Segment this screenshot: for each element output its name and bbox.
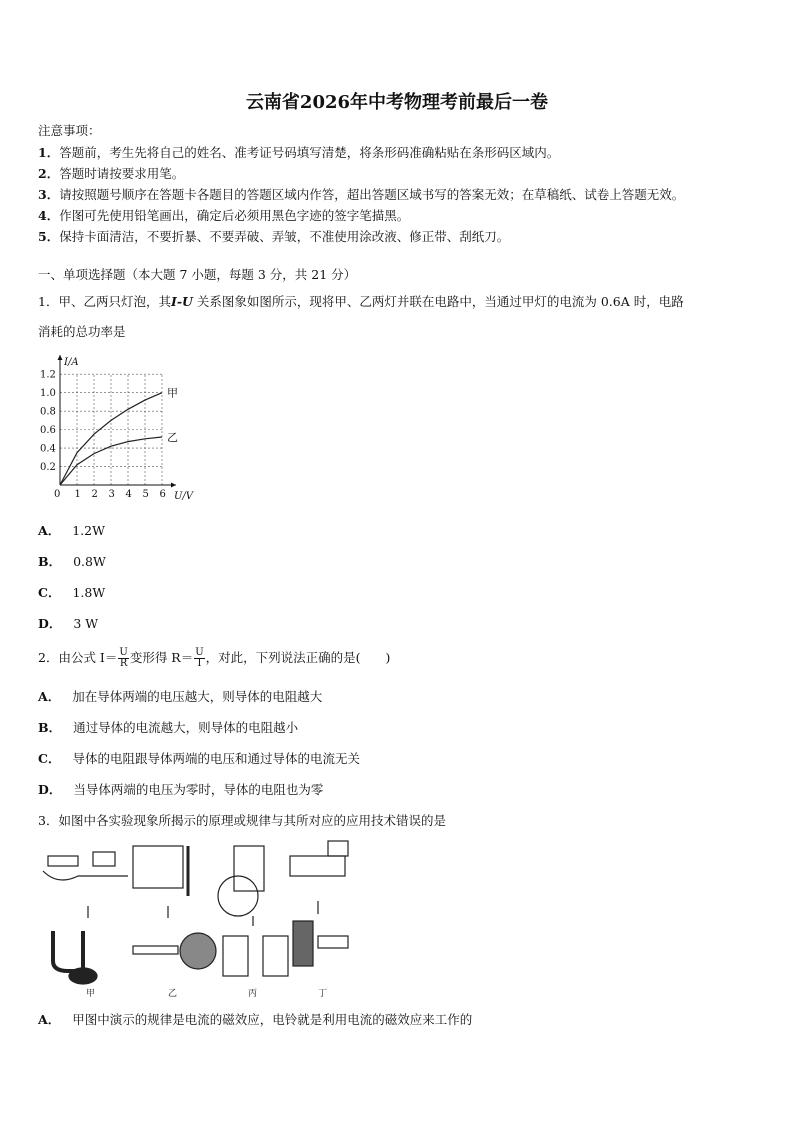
notice-text: 保持卡面清洁，不要折暴、不要弄破、弄皱，不准使用涂改液、修正带、刮纸刀。 (59, 229, 510, 244)
question-2-stem (38, 648, 390, 669)
fraction-numerator: U (195, 647, 204, 658)
figure-label: 甲 (86, 989, 96, 999)
fraction-numerator: U (119, 647, 128, 658)
wire-icon (43, 871, 128, 880)
electromagnet-icon (53, 931, 83, 971)
question-3-stem: 3．如图中各实验现象所揭示的原理或规律与其所对应的应用技术错误的是 (38, 813, 446, 828)
q1-mid: 关系图象如图所示，现将甲、乙两灯并联在电路中，当通过甲灯的电流为 0.6A 时，电路 (192, 294, 684, 309)
q1-option-b[interactable] (38, 552, 106, 570)
notice-number: 4． (38, 208, 60, 223)
q3-option-a[interactable] (38, 1010, 472, 1028)
x-tick-label: 6 (159, 489, 166, 500)
notice-heading: 注意事项： (38, 123, 101, 138)
x-tick-label: 0 (54, 489, 61, 500)
magnet-block-icon (263, 936, 288, 976)
option-text: 通过导体的电流越大，则导体的电阻越小 (73, 720, 299, 735)
q2-mid: 变形得 R＝ (129, 650, 194, 665)
q2-option-a[interactable] (38, 687, 322, 705)
q1-iu-symbol: I-U (170, 294, 193, 309)
notice-text: 答题时请按要求用笔。 (59, 166, 185, 181)
x-axis-label: U/V (174, 491, 194, 502)
experiment-figure (38, 836, 368, 1001)
option-key: C． (38, 751, 61, 766)
option-text: 加在导体两端的电压越大，则导体的电阻越大 (72, 689, 323, 704)
iron-icon (290, 856, 345, 876)
option-key: D． (38, 782, 62, 797)
rod-icon (133, 946, 178, 954)
option-text: 当导体两端的电压为零时，导体的电阻也为零 (73, 782, 324, 797)
x-tick-label: 5 (142, 489, 149, 500)
notice-item (38, 143, 559, 161)
option-key: D． (38, 616, 62, 631)
series-label: 甲 (167, 386, 178, 400)
notice-number: 5． (38, 229, 60, 244)
q1-option-a[interactable] (38, 521, 105, 539)
notice-text: 答题前，考生先将自己的姓名、准考证号码填写清楚，将条形码准确粘贴在条形码区域内。 (59, 145, 560, 160)
motor-icon (180, 933, 216, 969)
q2-option-c[interactable] (38, 749, 360, 767)
option-text: 1.8W (72, 585, 106, 600)
battery-icon (48, 856, 78, 866)
option-key: A． (38, 523, 61, 538)
notice-item (38, 164, 184, 182)
q1-option-d[interactable] (38, 614, 98, 632)
fraction-u-over-i (194, 648, 204, 669)
question-1-stem-line2: 消耗的总功率是 (38, 324, 126, 339)
figure-label: 丁 (318, 989, 328, 999)
fraction-denominator: R (119, 658, 128, 669)
y-tick-label: 0.8 (40, 406, 56, 418)
circuit-frame-icon (133, 846, 183, 888)
page-title: 云南省2026年中考物理考前最后一卷 (245, 92, 549, 113)
option-key: A． (38, 689, 61, 704)
q2-option-b[interactable] (38, 718, 298, 736)
option-key: B． (38, 554, 62, 569)
y-tick-label: 0.6 (40, 425, 56, 437)
generator-icon (293, 921, 313, 966)
notice-item (38, 185, 684, 203)
switch-icon (93, 852, 115, 866)
coil-icon (218, 876, 258, 916)
option-key: C． (38, 585, 61, 600)
notice-item (38, 206, 409, 224)
x-tick-label: 3 (108, 489, 115, 500)
figure-label: 丙 (248, 989, 258, 999)
option-key: B． (38, 720, 62, 735)
x-tick-label: 1 (74, 489, 81, 500)
shaft-icon (318, 936, 348, 948)
x-tick-label: 4 (125, 489, 132, 500)
bell-icon (69, 968, 97, 984)
option-text: 0.8W (73, 554, 106, 569)
notice-item (38, 227, 509, 245)
option-text: 导体的电阻跟导体两端的电压和通过导体的电流无关 (72, 751, 360, 766)
notice-number: 2． (38, 166, 60, 181)
y-tick-label: 0.4 (40, 443, 56, 455)
q2-option-d[interactable] (38, 780, 323, 798)
meter-icon (234, 846, 264, 891)
series-label: 乙 (167, 431, 178, 444)
q1-prefix: 1．甲、乙两只灯泡，其 (38, 294, 171, 309)
question-1-stem (38, 292, 684, 310)
y-tick-label: 1.0 (40, 388, 56, 400)
option-text: 3 W (73, 616, 99, 631)
x-tick-label: 2 (91, 489, 98, 500)
socket-icon (328, 841, 348, 856)
option-text: 甲图中演示的规律是电流的磁效应，电铃就是利用电流的磁效应来工作的 (72, 1012, 473, 1027)
option-text: 1.2W (72, 523, 105, 538)
notice-number: 3． (38, 187, 60, 202)
q2-suffix: ，对此，下列说法正确的是( ) (205, 650, 391, 665)
section-heading: 一、单项选择题（本大题 7 小题，每题 3 分，共 21 分） (38, 267, 357, 282)
magnet-block-icon (223, 936, 248, 976)
fraction-denominator: I (197, 658, 202, 669)
notice-number: 1． (38, 145, 60, 160)
x-axis-arrow (171, 483, 176, 488)
q2-prefix: 2．由公式 I＝ (38, 650, 118, 665)
figure-label: 乙 (168, 989, 178, 999)
fraction-u-over-r (118, 648, 128, 669)
iu-chart (38, 353, 208, 505)
notice-text: 作图可先使用铅笔画出，确定后必须用黑色字迹的签字笔描黑。 (59, 208, 410, 223)
y-tick-label: 0.2 (40, 462, 56, 474)
y-axis-label: I/A (64, 357, 79, 368)
q1-option-c[interactable] (38, 583, 105, 601)
option-key: A． (38, 1012, 61, 1027)
notice-text: 请按照题号顺序在答题卡各题目的答题区域内作答，超出答题区域书写的答案无效；在草稿纸、试卷上答题无效。 (59, 187, 685, 202)
y-axis-arrow (58, 355, 63, 360)
y-tick-label: 1.2 (40, 369, 56, 381)
